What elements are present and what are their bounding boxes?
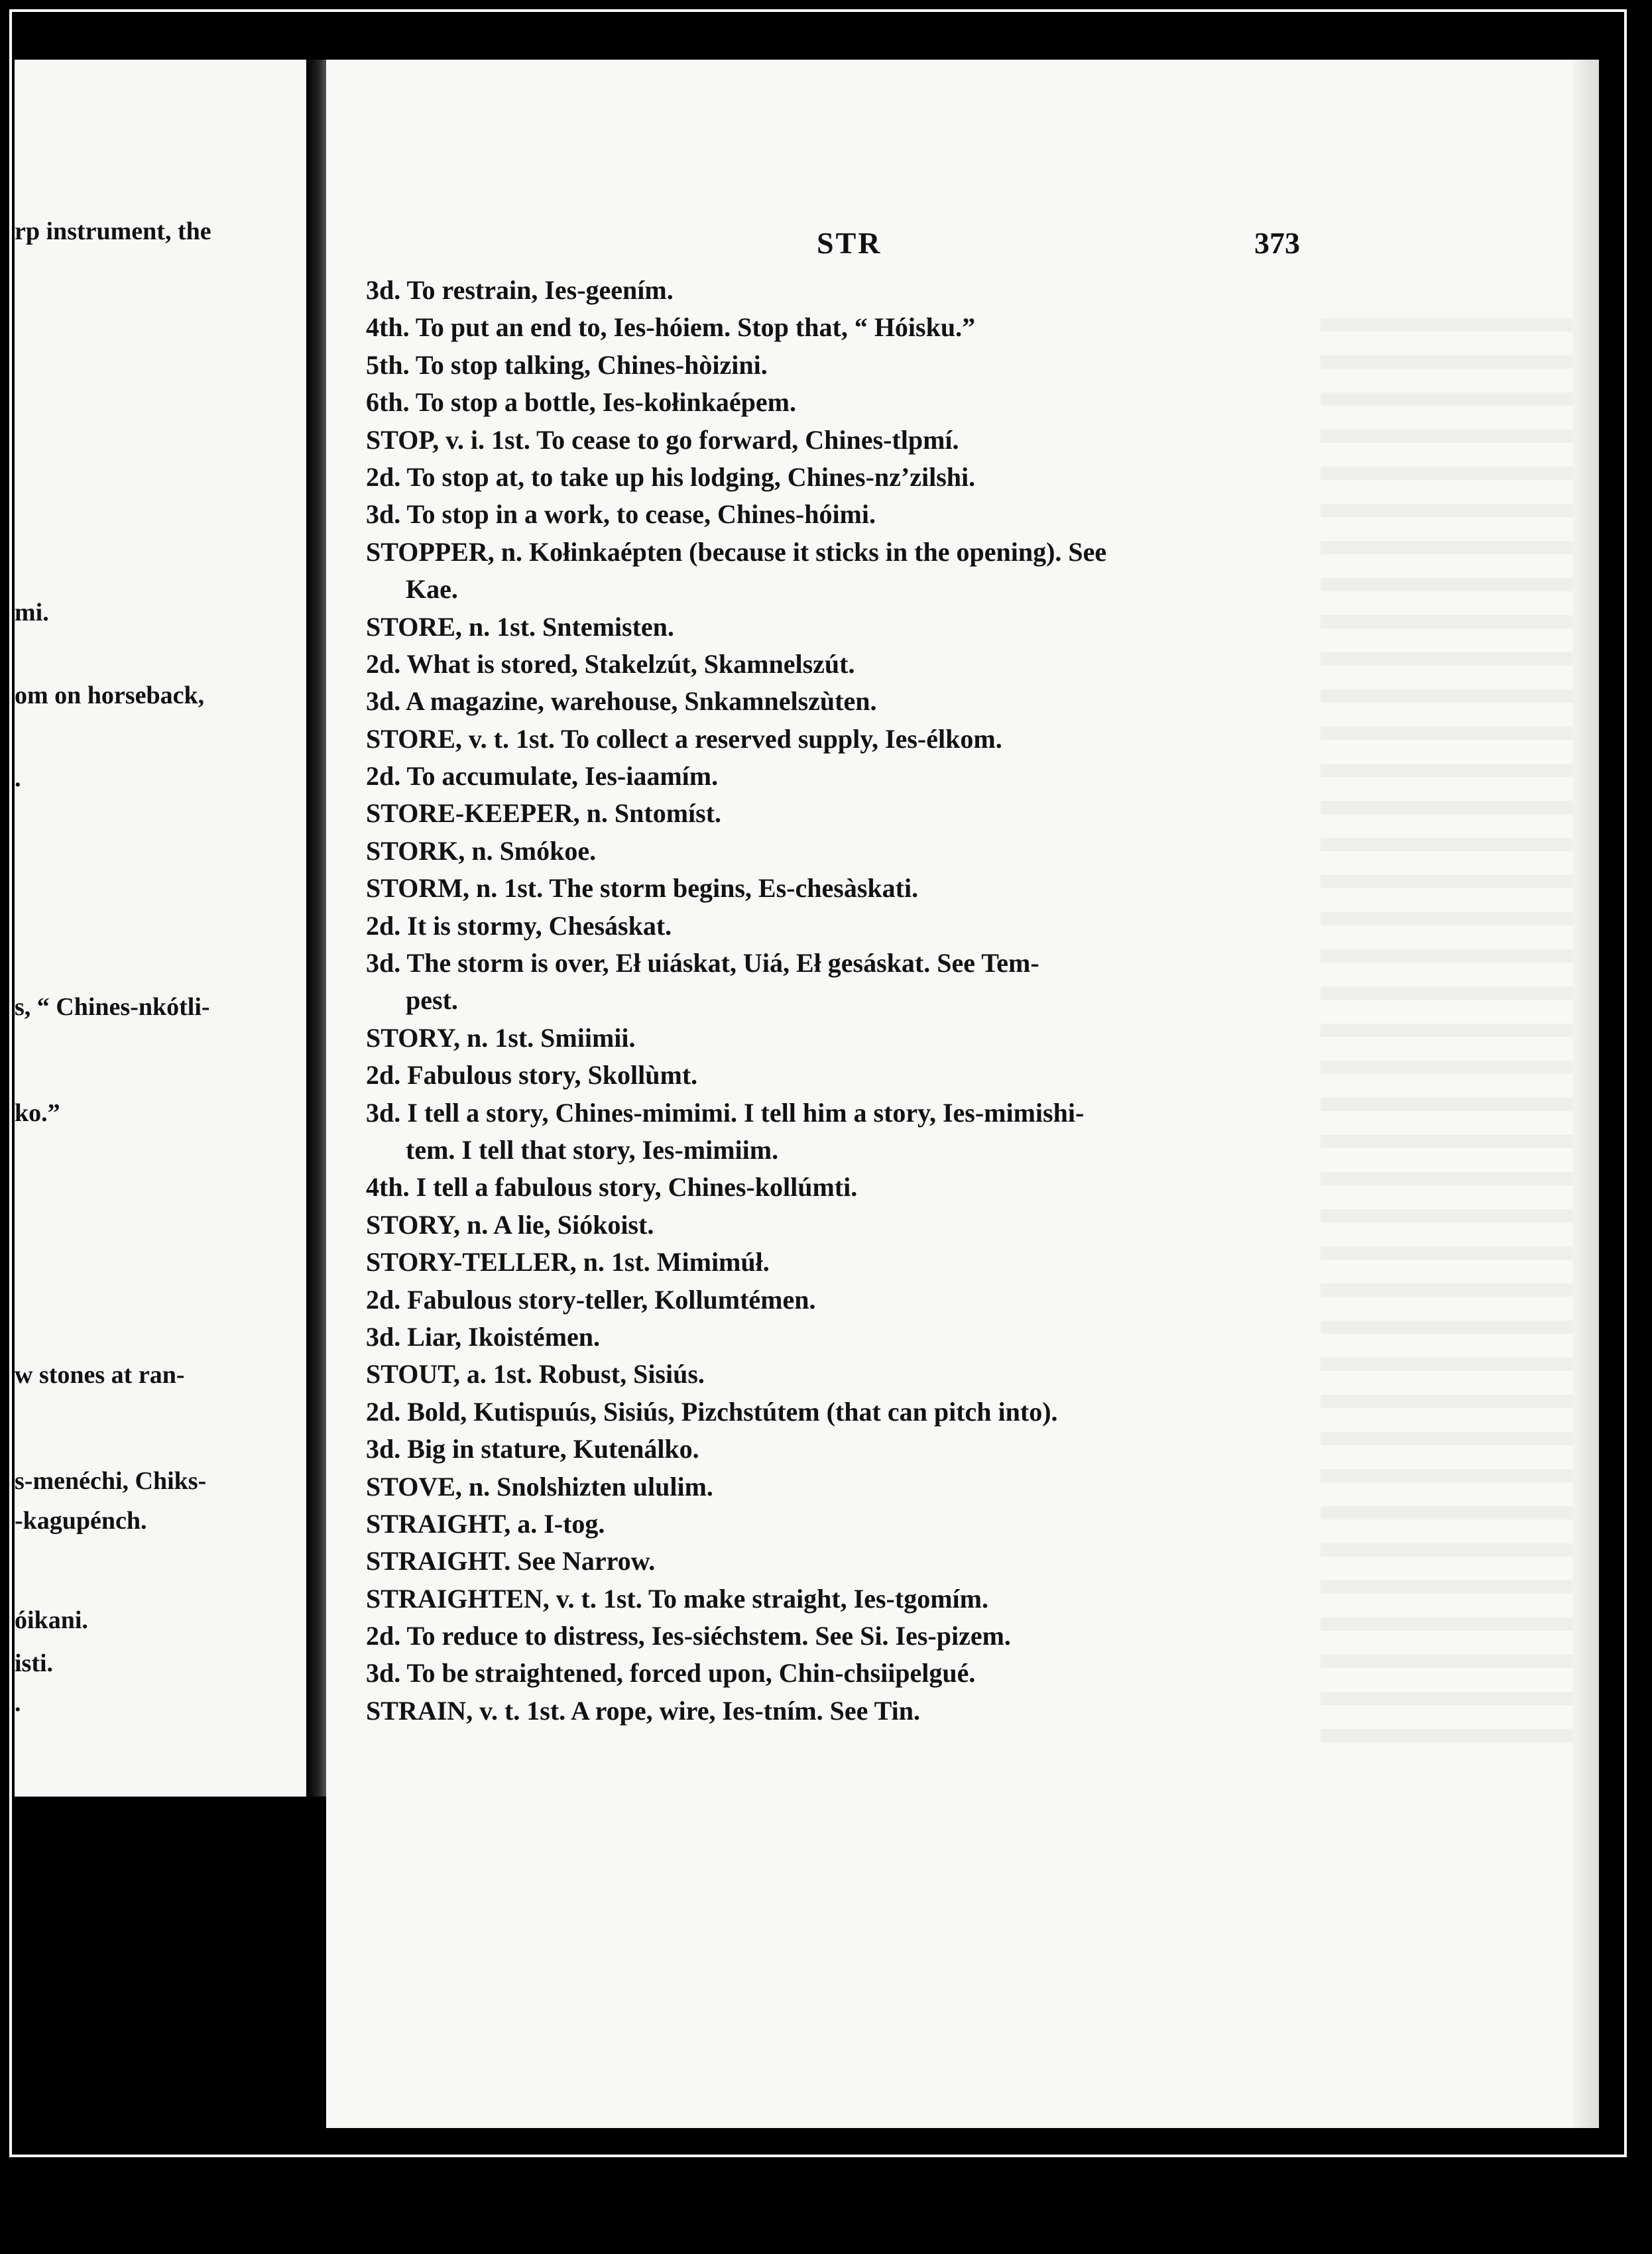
dictionary-entry-line: pest. [406, 985, 458, 1016]
left-page-text-fragment: isti. [15, 1649, 54, 1677]
page-gutter [306, 60, 326, 1797]
dictionary-entry-line: STOUT, a. 1st. Robust, Sisiús. [366, 1359, 705, 1390]
dictionary-entry-line: 4th. I tell a fabulous story, Chines-kollúmti. [366, 1172, 858, 1203]
dictionary-entry-line: 2d. What is stored, Stakelzút, Skamnelszút. [366, 648, 855, 679]
dictionary-entry-line: 3d. Liar, Ikoistémen. [366, 1321, 601, 1352]
dictionary-entry-line: Kae. [406, 574, 458, 605]
dictionary-entry-line: STRAIGHTEN, v. t. 1st. To make straight, Ies-tgomím. [366, 1583, 988, 1614]
dictionary-entry-line: 6th. To stop a bottle, Ies-kołinkaépem. [366, 387, 796, 418]
dictionary-entry-line: 3d. To restrain, Ies-geením. [366, 275, 674, 305]
dictionary-entry-line: 3d. The storm is over, Eł uiáskat, Uiá, Eł gesáskat. See Tem- [366, 948, 1039, 979]
dictionary-entry-line: 3d. A magazine, warehouse, Snkamnelszùten. [366, 686, 877, 717]
dictionary-entry-line: 4th. To put an end to, Ies-hóiem. Stop that, “ Hóisku.” [366, 312, 976, 343]
left-page-text-fragment: rp instrument, the [15, 217, 211, 245]
dictionary-entry-line: 2d. It is stormy, Chesáskat. [366, 910, 672, 941]
left-page-text-fragment: w stones at ran- [15, 1361, 185, 1389]
dictionary-entry-line: tem. I tell that story, Ies-mimiim. [406, 1134, 779, 1165]
dictionary-entry-line: 3d. To stop in a work, to cease, Chines-hóimi. [366, 499, 876, 530]
dictionary-entry-line: 5th. To stop talking, Chines-hòizini. [366, 349, 768, 380]
left-page-text-fragment: óikani. [15, 1606, 88, 1634]
page-number: 373 [1254, 226, 1300, 260]
left-page-text-fragment: s-menéchi, Chiks- [15, 1467, 207, 1495]
left-page-text-fragment: . [15, 1689, 21, 1717]
dictionary-entry-line: STRAIGHT. See Narrow. [366, 1546, 656, 1576]
dictionary-entry-line: STRAIGHT, a. I-tog. [366, 1508, 605, 1539]
dictionary-entry-line: 2d. To reduce to distress, Ies-siéchstem. See Si. Ies-pizem. [366, 1621, 1011, 1651]
dictionary-entry-line: STORY, n. 1st. Smiimii. [366, 1022, 636, 1053]
left-page-text-fragment: . [15, 764, 21, 792]
dictionary-entry-line: STORY-TELLER, n. 1st. Mimimúł. [366, 1247, 770, 1277]
left-page-text-fragment: om on horseback, [15, 682, 205, 709]
dictionary-entry-line: STORE-KEEPER, n. Sntomíst. [366, 798, 722, 829]
dictionary-entry-line: STORY, n. A lie, Siókoist. [366, 1209, 654, 1240]
dictionary-entry-line: 2d. Fabulous story, Skollùmt. [366, 1060, 698, 1091]
left-page-fragment [15, 60, 306, 1797]
left-page-text-fragment: mi. [15, 599, 49, 626]
dictionary-entry-line: 2d. Fabulous story-teller, Kollumtémen. [366, 1284, 816, 1315]
left-page-text-fragment: -kagupénch. [15, 1507, 147, 1535]
dictionary-entry-line: 2d. To accumulate, Ies-iaamím. [366, 761, 719, 792]
dictionary-entry-line: STORE, v. t. 1st. To collect a reserved supply, Ies-élkom. [366, 723, 1002, 754]
dictionary-entry-line: 2d. Bold, Kutispuús, Sisiús, Pizchstútem (that can pitch into). [366, 1396, 1058, 1427]
dictionary-entry-line: 3d. To be straightened, forced upon, Chin-chsiipelgué. [366, 1658, 976, 1689]
dictionary-entries [366, 272, 1387, 1730]
dictionary-entry-line: STOP, v. i. 1st. To cease to go forward, Chines-tlpmí. [366, 424, 959, 455]
right-page [326, 60, 1599, 2128]
left-page-text-fragment: s, “ Chines-nkótli- [15, 993, 210, 1021]
dictionary-entry-line: 2d. To stop at, to take up his lodging, Chines-nz’zilshi. [366, 461, 976, 492]
dictionary-entry-line: STORE, n. 1st. Sntemisten. [366, 611, 674, 642]
dictionary-entry-line: STORM, n. 1st. The storm begins, Es-chesàskati. [366, 873, 919, 904]
dictionary-entry-line: STOVE, n. Snolshizten ululim. [366, 1471, 713, 1502]
page-edge [1572, 60, 1599, 2128]
left-page-text-fragment: ko.” [15, 1099, 60, 1127]
running-head [326, 225, 1387, 265]
dictionary-entry-line: 3d. Big in stature, Kutenálko. [366, 1434, 699, 1464]
running-head-title: STR [817, 226, 882, 260]
dictionary-entry-line: STORK, n. Smókoe. [366, 835, 597, 866]
dictionary-entry-line: STOPPER, n. Kołinkaépten (because it sticks in the opening). See [366, 536, 1107, 567]
dictionary-entry-line: 3d. I tell a story, Chines-mimimi. I tell him a story, Ies-mimishi- [366, 1097, 1085, 1128]
dictionary-entry-line: STRAIN, v. t. 1st. A rope, wire, Ies-tním. See Tin. [366, 1695, 920, 1726]
